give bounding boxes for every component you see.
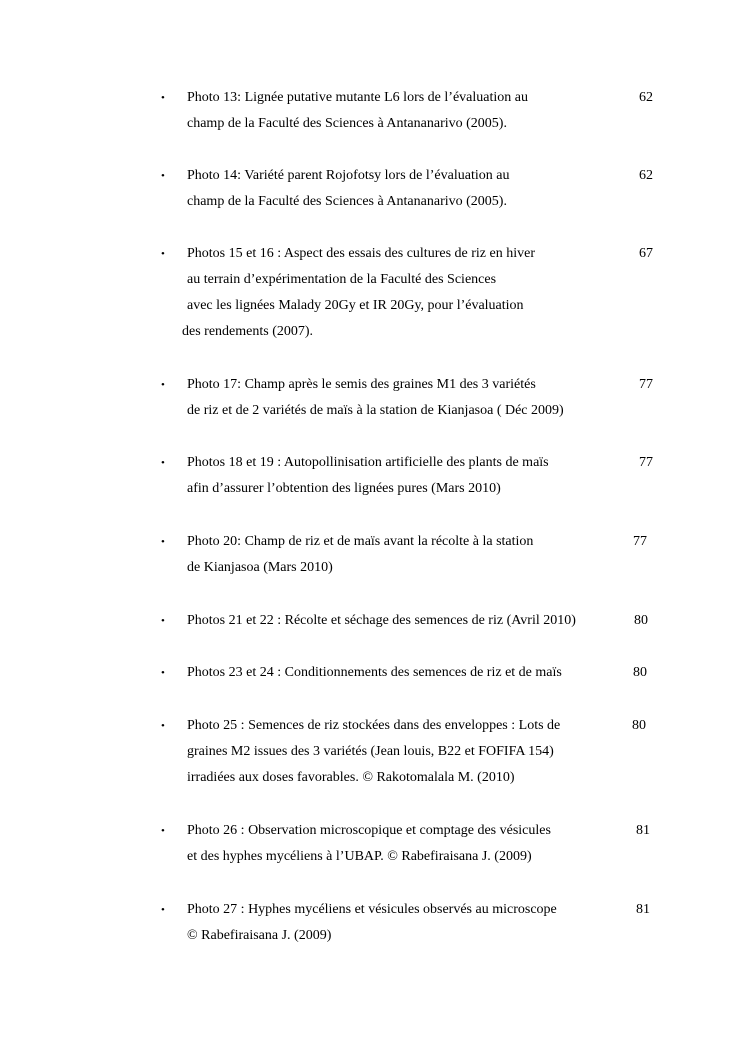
bullet-icon: • — [161, 615, 165, 627]
entry-line: et des hyphes mycéliens à l’UBAP. © Rabefiraisana J. (2009) — [187, 849, 532, 864]
entry-line: de riz et de 2 variétés de maïs à la station de Kianjasoa ( Déc 2009) — [187, 403, 564, 418]
page-number: 62 — [639, 168, 653, 183]
page-number: 77 — [633, 534, 647, 549]
page-number: 80 — [633, 665, 647, 680]
entry-line: © Rabefiraisana J. (2009) — [187, 928, 332, 943]
bullet-icon: • — [161, 720, 165, 732]
page-number: 80 — [634, 613, 648, 628]
entry-line: afin d’assurer l’obtention des lignées pures (Mars 2010) — [187, 481, 501, 496]
page-number: 77 — [639, 377, 653, 392]
entry-line: des rendements (2007). — [182, 324, 314, 339]
bullet-icon: • — [161, 248, 165, 260]
entry-line: Photo 27 : Hyphes mycéliens et vésicules observés au microscope — [187, 902, 557, 917]
entry-line: de Kianjasoa (Mars 2010) — [187, 560, 333, 575]
page-number: 67 — [639, 246, 653, 261]
entry-line: Photo 13: Lignée putative mutante L6 lors de l’évaluation au — [187, 90, 528, 105]
entry-line: Photo 17: Champ après le semis des graines M1 des 3 variétés — [187, 377, 536, 392]
entry-line: Photo 14: Variété parent Rojofotsy lors de l’évaluation au — [187, 168, 510, 183]
bullet-icon: • — [161, 92, 165, 104]
entry-line: Photos 15 et 16 : Aspect des essais des cultures de riz en hiver — [187, 246, 535, 261]
entry-line: Photo 26 : Observation microscopique et comptage des vésicules — [187, 823, 551, 838]
entry-line: Photos 18 et 19 : Autopollinisation artificielle des plants de maïs — [187, 455, 549, 470]
entry-line: Photos 21 et 22 : Récolte et séchage des semences de riz (Avril 2010) — [187, 613, 576, 628]
page-number: 81 — [636, 823, 650, 838]
page-number: 81 — [636, 902, 650, 917]
bullet-icon: • — [161, 379, 165, 391]
bullet-icon: • — [161, 536, 165, 548]
entry-line: avec les lignées Malady 20Gy et IR 20Gy, pour l’évaluation — [187, 298, 524, 313]
bullet-icon: • — [161, 457, 165, 469]
bullet-icon: • — [161, 904, 165, 916]
page-number: 62 — [639, 90, 653, 105]
bullet-icon: • — [161, 825, 165, 837]
entry-line: Photo 20: Champ de riz et de maïs avant la récolte à la station — [187, 534, 534, 549]
entry-line: champ de la Faculté des Sciences à Antananarivo (2005). — [187, 116, 507, 131]
entry-line: champ de la Faculté des Sciences à Antananarivo (2005). — [187, 194, 507, 209]
page-number: 80 — [632, 718, 646, 733]
bullet-icon: • — [161, 667, 165, 679]
entry-line: Photo 25 : Semences de riz stockées dans des enveloppes : Lots de — [187, 718, 561, 733]
bullet-icon: • — [161, 170, 165, 182]
entry-line: au terrain d’expérimentation de la Faculté des Sciences — [187, 272, 497, 287]
page-number: 77 — [639, 455, 653, 470]
entry-line: irradiées aux doses favorables. © Rakotomalala M. (2010) — [187, 770, 515, 785]
entry-line: Photos 23 et 24 : Conditionnements des semences de riz et de maïs — [187, 665, 562, 680]
entry-line: graines M2 issues des 3 variétés (Jean louis, B22 et FOFIFA 154) — [187, 744, 554, 759]
